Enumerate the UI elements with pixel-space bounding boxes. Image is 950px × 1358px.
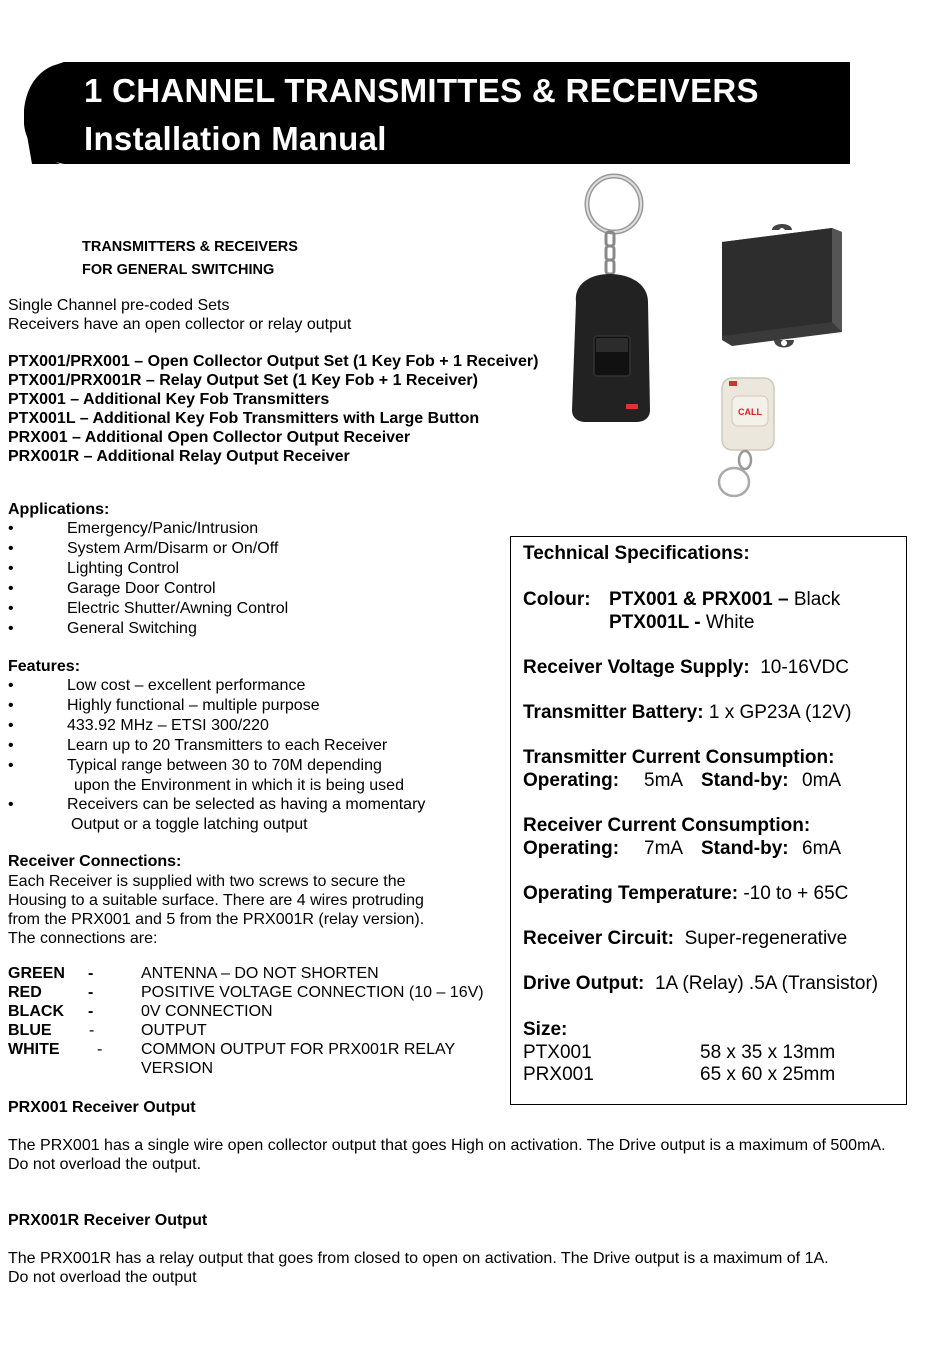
drive-output: Drive Output: 1A (Relay) .5A (Transistor) (523, 973, 879, 994)
prx001r-output-line: Do not overload the output (8, 1269, 197, 1286)
colour-label: Colour: (523, 589, 591, 610)
tcc-standby-value: 0mA (802, 770, 842, 791)
product-line: PTX001L – Additional Key Fob Transmitters with Large Button (8, 410, 480, 427)
product-line: PRX001 – Additional Open Collector Output Receiver (8, 429, 411, 446)
header-banner (24, 62, 850, 164)
wire-color: GREEN (8, 965, 65, 982)
wire-dash: - (88, 1003, 94, 1020)
size-model: PTX001 (523, 1042, 592, 1063)
tcc-operating-label: Operating: (523, 770, 620, 791)
technical-specifications-box (510, 536, 907, 1105)
rcc-operating-label: Operating: (523, 838, 620, 859)
receiver-connections-line: The connections are: (8, 930, 158, 947)
receiver-circuit: Receiver Circuit: Super-regenerative (523, 928, 848, 949)
transmitter-battery: Transmitter Battery: 1 x GP23A (12V) (523, 702, 852, 723)
prx001-output-line: Do not overload the output. (8, 1156, 202, 1173)
applications-heading: Applications: (8, 501, 110, 518)
product-line: PTX001/PRX001 – Open Collector Output Set (1 Key Fob + 1 Receiver) (8, 353, 539, 370)
receiver-connections-line: Housing to a suitable surface. There are 4 wires protruding (8, 892, 424, 909)
receiver-voltage-supply: Receiver Voltage Supply: 10-16VDC (523, 657, 849, 678)
wire-dash: - (88, 984, 94, 1001)
wire-description: 0V CONNECTION (141, 1003, 273, 1020)
wire-table (0, 965, 500, 1080)
rcc-standby-value: 6mA (802, 838, 842, 859)
specs-heading: Technical Specifications: (523, 543, 750, 564)
receiver-connections-line: Each Receiver is supplied with two screws to secure the (8, 873, 406, 890)
rcc-operating-value: 7mA (644, 838, 684, 859)
intro-line-1: Single Channel pre-coded Sets (8, 297, 230, 314)
wire-description: OUTPUT (141, 1022, 207, 1039)
operating-temperature: Operating Temperature: -10 to + 65C (523, 883, 849, 904)
wire-dash: - (88, 965, 94, 982)
transmitter-current-heading: Transmitter Current Consumption: (523, 747, 835, 768)
subheading-line-1: TRANSMITTERS & RECEIVERS (82, 239, 298, 255)
prx001r-output-heading: PRX001R Receiver Output (8, 1212, 208, 1229)
prx001r-output-line: The PRX001R has a relay output that goes from closed to open on activation. The Drive output is a maximum of 1A. (8, 1250, 829, 1267)
wire-color: BLACK (8, 1003, 64, 1020)
key-fob-black-image (560, 172, 665, 427)
wire-description: POSITIVE VOLTAGE CONNECTION (10 – 16V) (141, 984, 484, 1001)
product-line: PTX001 – Additional Key Fob Transmitters (8, 391, 330, 408)
title-line-2: Installation Manual (84, 120, 387, 157)
receiver-box-image (712, 222, 848, 354)
prx001-output-line: The PRX001 has a single wire open collector output that goes High on activation. The Drive output is a maximum of 500mA. (8, 1137, 886, 1154)
receiver-connections-heading: Receiver Connections: (8, 853, 182, 870)
size-dims: 58 x 35 x 13mm (700, 1042, 836, 1063)
wire-color: RED (8, 984, 42, 1001)
product-line: PRX001R – Additional Relay Output Receiver (8, 448, 350, 465)
wire-description-continuation: VERSION (141, 1060, 214, 1077)
prx001-output-heading: PRX001 Receiver Output (8, 1099, 196, 1116)
receiver-current-heading: Receiver Current Consumption: (523, 815, 811, 836)
wire-description: ANTENNA – DO NOT SHORTEN (141, 965, 379, 982)
receiver-connections-line: from the PRX001 and 5 from the PRX001R (relay version). (8, 911, 425, 928)
wire-color: WHITE (8, 1041, 60, 1058)
subheading-line-2: FOR GENERAL SWITCHING (82, 262, 275, 278)
tcc-operating-value: 5mA (644, 770, 684, 791)
call-button-text: CALL (738, 407, 762, 417)
intro-line-2: Receivers have an open collector or relay output (8, 316, 352, 333)
size-model: PRX001 (523, 1064, 594, 1085)
colour-row-1: PTX001 & PRX001 – Black (609, 589, 841, 610)
wire-color: BLUE (8, 1022, 52, 1039)
title-line-1: 1 CHANNEL TRANSMITTES & RECEIVERS (84, 72, 759, 109)
wire-description: COMMON OUTPUT FOR PRX001R RELAY (141, 1041, 456, 1058)
size-label: Size: (523, 1019, 568, 1040)
features-heading: Features: (8, 658, 81, 675)
colour-row-2: PTX001L - White (609, 612, 755, 633)
key-fob-white-image (712, 374, 782, 502)
wire-dash: - (97, 1041, 103, 1058)
wire-dash: - (89, 1022, 95, 1039)
size-dims: 65 x 60 x 25mm (700, 1064, 836, 1085)
rcc-standby-label: Stand-by: (701, 838, 789, 859)
product-line: PTX001/PRX001R – Relay Output Set (1 Key Fob + 1 Receiver) (8, 372, 478, 389)
tcc-standby-label: Stand-by: (701, 770, 789, 791)
